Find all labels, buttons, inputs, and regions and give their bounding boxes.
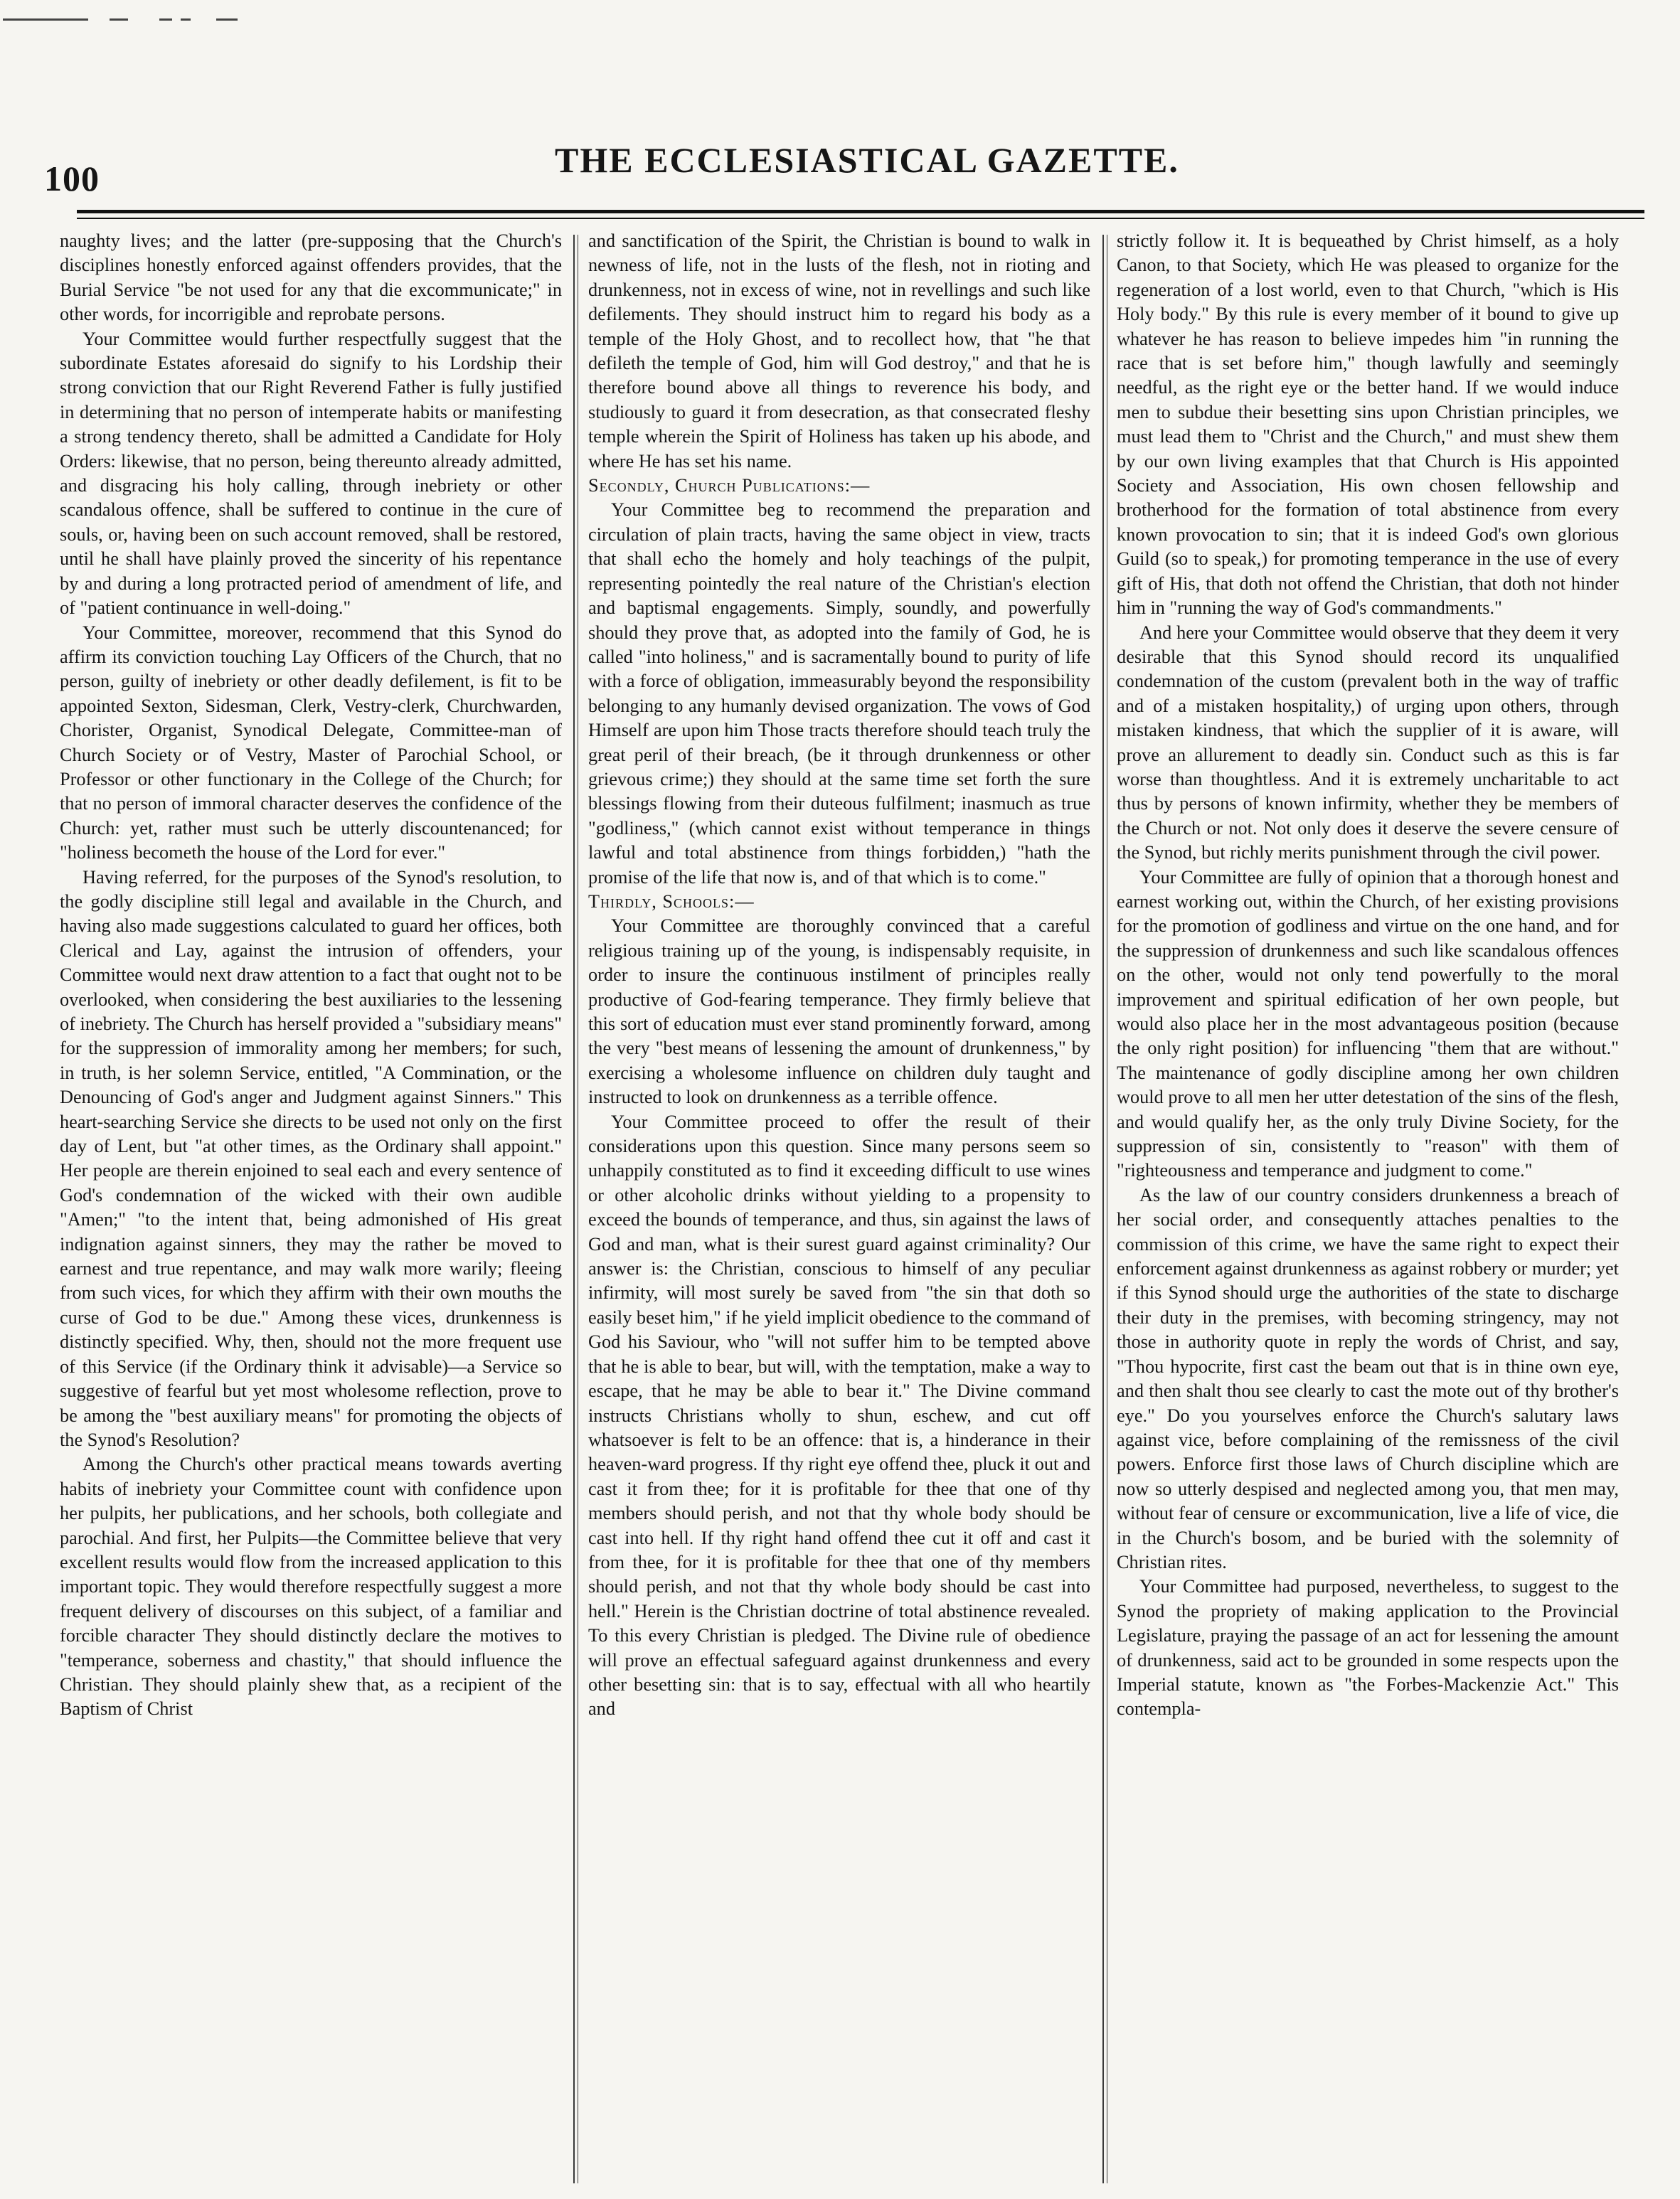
paragraph: Having referred, for the purposes of the Synod's resolution, to the godly discipline still legal and available in the Church, and having also made suggestions calculated to guard her offices, both Clerical and Lay, against the intrusion of offenders, your Committee would next draw attention to a fact that ought not to be overlooked, when considering the best auxiliaries to the lessening of inebriety. The Church has herself provided a "subsidiary means" for the suppression of immorality among her members; for such, in truth, is her solemn Service, entitled, "A Commination, or the Denouncing of God's anger and Judgment against Sinners." This heart-searching Service she directs to be used not only on the first day of Lent, but "at other times, as the Ordinary shall appoint." Her people are therein enjoined to seal each and every sentence of God's condemnation of the wicked with their own audible "Amen;" "to the intent that, being admonished of His great indignation against sinners, they may the rather be moved to earnest and true repentance, and may walk more warily; fleeing from such vices, for which they affirm with their own mouths the curse of God to be due." Among these vices, drunkenness is distinctly specified. Why, then, should not the more frequent use of this Service (if the Ordinary think it advisable)—a Service so suggestive of fearful but yet most wholesome reflection, prove to be among the "best auxiliary means" for promoting the objects of the Synod's Resolution? (60, 866, 562, 1450)
paragraph: and sanctification of the Spirit, the Christian is bound to walk in newness of life, not in the lusts of the flesh, not in rioting and drunkenness, not in excess of wine, not in revellings and such like defilements. They should instruct him to regard his body as a temple of the Holy Ghost, and to recollect how, that "he that defileth the temple of God, him will God destroy," and that he is therefore bound above all things to reverence his body, and studiously to guard it from desecration, as that consecrated fleshy temple wherein the Spirit of Holiness has taken up his abode, and where He has set his name. (588, 230, 1090, 472)
paragraph: And here your Committee would observe that they deem it very desirable that this Synod should record its unqualified condemnation of the custom (prevalent both in the way of traffic and of a mistaken hospitality,) of urging upon others, through mistaken kindness, that which the supplier of it is aware, will prove an allurement to deadly sin. Conduct such as this is far worse than thoughtless. And it is extremely uncharitable to act thus by persons of known infirmity, whether they be members of the Church or not. Not only does it deserve the severe censure of the Synod, but richly merits punishment through the civil power. (1117, 622, 1619, 863)
paragraph: Your Committee beg to recommend the preparation and circulation of plain tracts, having the same object in view, tracts that shall echo the homely and holy teachings of the pulpit, representing pointedly the real nature of the Christian's election and baptismal engagements. Simply, soundly, and powerfully should they prove that, as adopted into the family of God, he is called "into holiness," and is sacramentally bound to purity of life with a force of obligation, immeasurably beyond the responsibility belonging to any humanly devised organization. The vows of God Himself are upon him Those tracts therefore should teach truly the great peril of their breach, (be it through drunkenness or other grievous crime;) they should at the same time set forth the sure blessings flowing from their duteous fulfilment; inasmuch as true "godliness," (which cannot exist without temperance in things lawful and total abstinence from things forbidden,) "hath the promise of the life that now is, and of that which is to come." (588, 499, 1090, 888)
paragraph: Your Committee are thoroughly convinced that a careful religious training up of the young, is indispensably requisite, in order to insure the continuous instilment of principles really productive of God-fearing temperance. They firmly believe that this sort of education must ever stand prominently forward, among the very "best means of lessening the amount of drunkenness," by exercising a wholesome influence on children duly taught and instructed to look on drunkenness as a terrible offence. (588, 915, 1090, 1108)
paragraph: Your Committee proceed to offer the result of their considerations upon this question. Since many persons seem so unhappily constituted as to find it exceeding difficult to use wines or other alcoholic drinks without yielding to a propensity to exceed the bounds of temperance, and thus, sin against the laws of God and man, what is their surest guard against criminality? Our answer is: the Christian, conscious to himself of any peculiar infirmity, will most surely be saved from "the sin that doth so easily beset him," if he yield implicit obedience to the command of God his Saviour, who "will not suffer him to be tempted above that he is able to bear, but will, with the temptation, make a way to escape, that he may be able to bear it." The Divine command instructs Christians wholly to shun, eschew, and cut off whatsoever is felt to be an offence: that is, a hinderance in their heaven-ward progress. If thy right eye offend thee, pluck it out and cast it from thee; for it is profitable for thee that one of thy members should perish, and not that thy whole body should be cast into hell. If thy right hand offend thee cut it off and cast it from thee, for it is profitable for thee that one of thy members should perish, and not that thy whole body should be cast into hell." Herein is the Christian doctrine of total abstinence revealed. To this every Christian is pledged. The Divine rule of obedience will prove an effectual safeguard against drunkenness and every other besetting sin: that is to say, effectual with all who heartily and (588, 1111, 1090, 1720)
paragraph: Your Committee, moreover, recommend that this Synod do affirm its conviction touching Lay Officers of the Church, that no person, guilty of inebriety or other deadly defilement, is fit to be appointed Sexton, Sidesman, Clerk, Vestry-clerk, Churchwarden, Chorister, Organist, Synodical Delegate, Committee-man of Church Society or of Vestry, Master of Parochial School, or Professor or other functionary in the College of the Church; for that no person of immoral character deserves the confidence of the Church: yet, rather must such be utterly discountenanced; for "holiness becometh the house of the Lord for ever." (60, 622, 562, 863)
paragraph: Your Committee had purposed, nevertheless, to suggest to the Synod the propriety of making application to the Provincial Legislature, praying the passage of an act for lessening the amount of drunkenness, said act to be grounded in some respects upon the Imperial statute, known as "the Forbes-Mackenzie Act." This contempla- (1117, 1576, 1619, 1720)
section-heading-publications: Secondly, Church Publications:— (588, 475, 871, 496)
paragraph: naughty lives; and the latter (pre-supposing that the Church's disciplines honestly enforced against offenders provides, that the Burial Service "be not used for any that die excommunicate;" in other words, for incorrigible and reprobate persons. (60, 230, 562, 325)
masthead-title: THE ECCLESIASTICAL GAZETTE. (555, 140, 1179, 180)
paragraph: Your Committee would further respectfully suggest that the subordinate Estates aforesaid do signify to his Lordship their strong conviction that our Right Reverend Father is fully justified in determining that no person of intemperate habits or manifesting a strong tendency thereto, shall be admitted a Candidate for Holy Orders: likewise, that no person, being thereunto already admitted, and disgracing his holy calling, through inebriety or other scandalous offence, shall be suffered to continue in the cure of souls, or, having been on such account removed, shall be restored, until he shall have plainly proved the sincerity of his repentance by and during a long protracted period of amendment of life, and of "patient continuance in well-doing." (60, 328, 562, 619)
paragraph: Your Committee are fully of opinion that a thorough honest and earnest working out, within the Church, of her existing provisions for the promotion of godliness and virtue on the one hand, and for the suppression of drunkenness and such like scandalous offences on the other, would not only tend powerfully to the moral improvement and spiritual edification of her own people, but would also place her in the most advantageous position (because the only right position) for influencing "them that are without." The maintenance of godly discipline among her own children would prove to all men her utter detestation of the sins of the flesh, and would qualify her, as the only truly Divine Society, for the suppression of sin, consistently to "reason" with them of "righteousness and temperance and judgment to come." (1117, 866, 1619, 1181)
header-rule-thick (77, 210, 1644, 213)
paragraph: Among the Church's other practical means towards averting habits of inebriety your Committee count with confidence upon her pulpits, her publications, and her schools, both collegiate and parochial. And first, her Pulpits—the Committee believe that very excellent results would flow from the increased application to this important topic. They would therefore respectfully suggest a more frequent delivery of discourses on this subject, of a familiar and forcible character They should distinctly declare the motives to "temperance, soberness and chastity," that should influence the Christian. They should plainly shew that, as a recipient of the Baptism of Christ (60, 1454, 562, 1720)
paragraph: As the law of our country considers drunkenness a breach of her social order, and consequently attaches penalties to the commission of this crime, we have the same right to expect their enforcement against drunkenness as against robbery or murder; yet if this Synod should urge the authorities of the state to discharge their duty in the premises, with becoming stringency, may not those in authority quote in reply the words of Christ, and say, "Thou hypocrite, first cast the beam out that is in thine own eye, and then shalt thou see clearly to cast the mote out of thy brother's eye." Do you yourselves enforce the Church's salutary laws against vice, before complaining of the remissness of the civil powers. Enforce first those laws of Church discipline which are now so utterly despised and neglected among you, that men may, without fear of censure or excommunication, live a life of vice, die in the Church's bosom, and be buried with the solemnity of Christian rites. (1117, 1184, 1619, 1572)
text-column-3 (1117, 229, 1619, 2178)
paragraph: strictly follow it. It is bequeathed by Christ himself, as a holy Canon, to that Society, which He was pleased to organize for the regeneration of a lost world, even to that Church, "which is His Holy body." By this rule is every member of it bound to give up whatever he has reason to believe impedes him "in running the race that is set before him," though lawfully and seemingly needful, as the right eye or the better hand. If we would induce men to subdue their besetting sins upon Christian principles, we must lead them to "Christ and the Church," and must shew them by our own living examples that that Church is His appointed Society and Association, His own chosen fellowship and brotherhood for the formation of total abstinence from every known provocation to sin; that it is indeed God's own glorious Guild (so to speak,) for promoting temperance in the use of every gift of His, that doth not offend the Christian, that doth not hinder him in "running the way of God's commandments." (1117, 230, 1619, 619)
text-column-1 (60, 229, 562, 2178)
text-column-2 (588, 229, 1090, 2178)
column-divider-2 (1102, 235, 1104, 2183)
section-heading-schools: Thirdly, Schools:— (588, 890, 755, 912)
header-rule-thin (77, 218, 1644, 219)
page-number: 100 (44, 159, 100, 198)
top-edge-marks (3, 18, 238, 26)
column-divider-1 (573, 235, 575, 2183)
